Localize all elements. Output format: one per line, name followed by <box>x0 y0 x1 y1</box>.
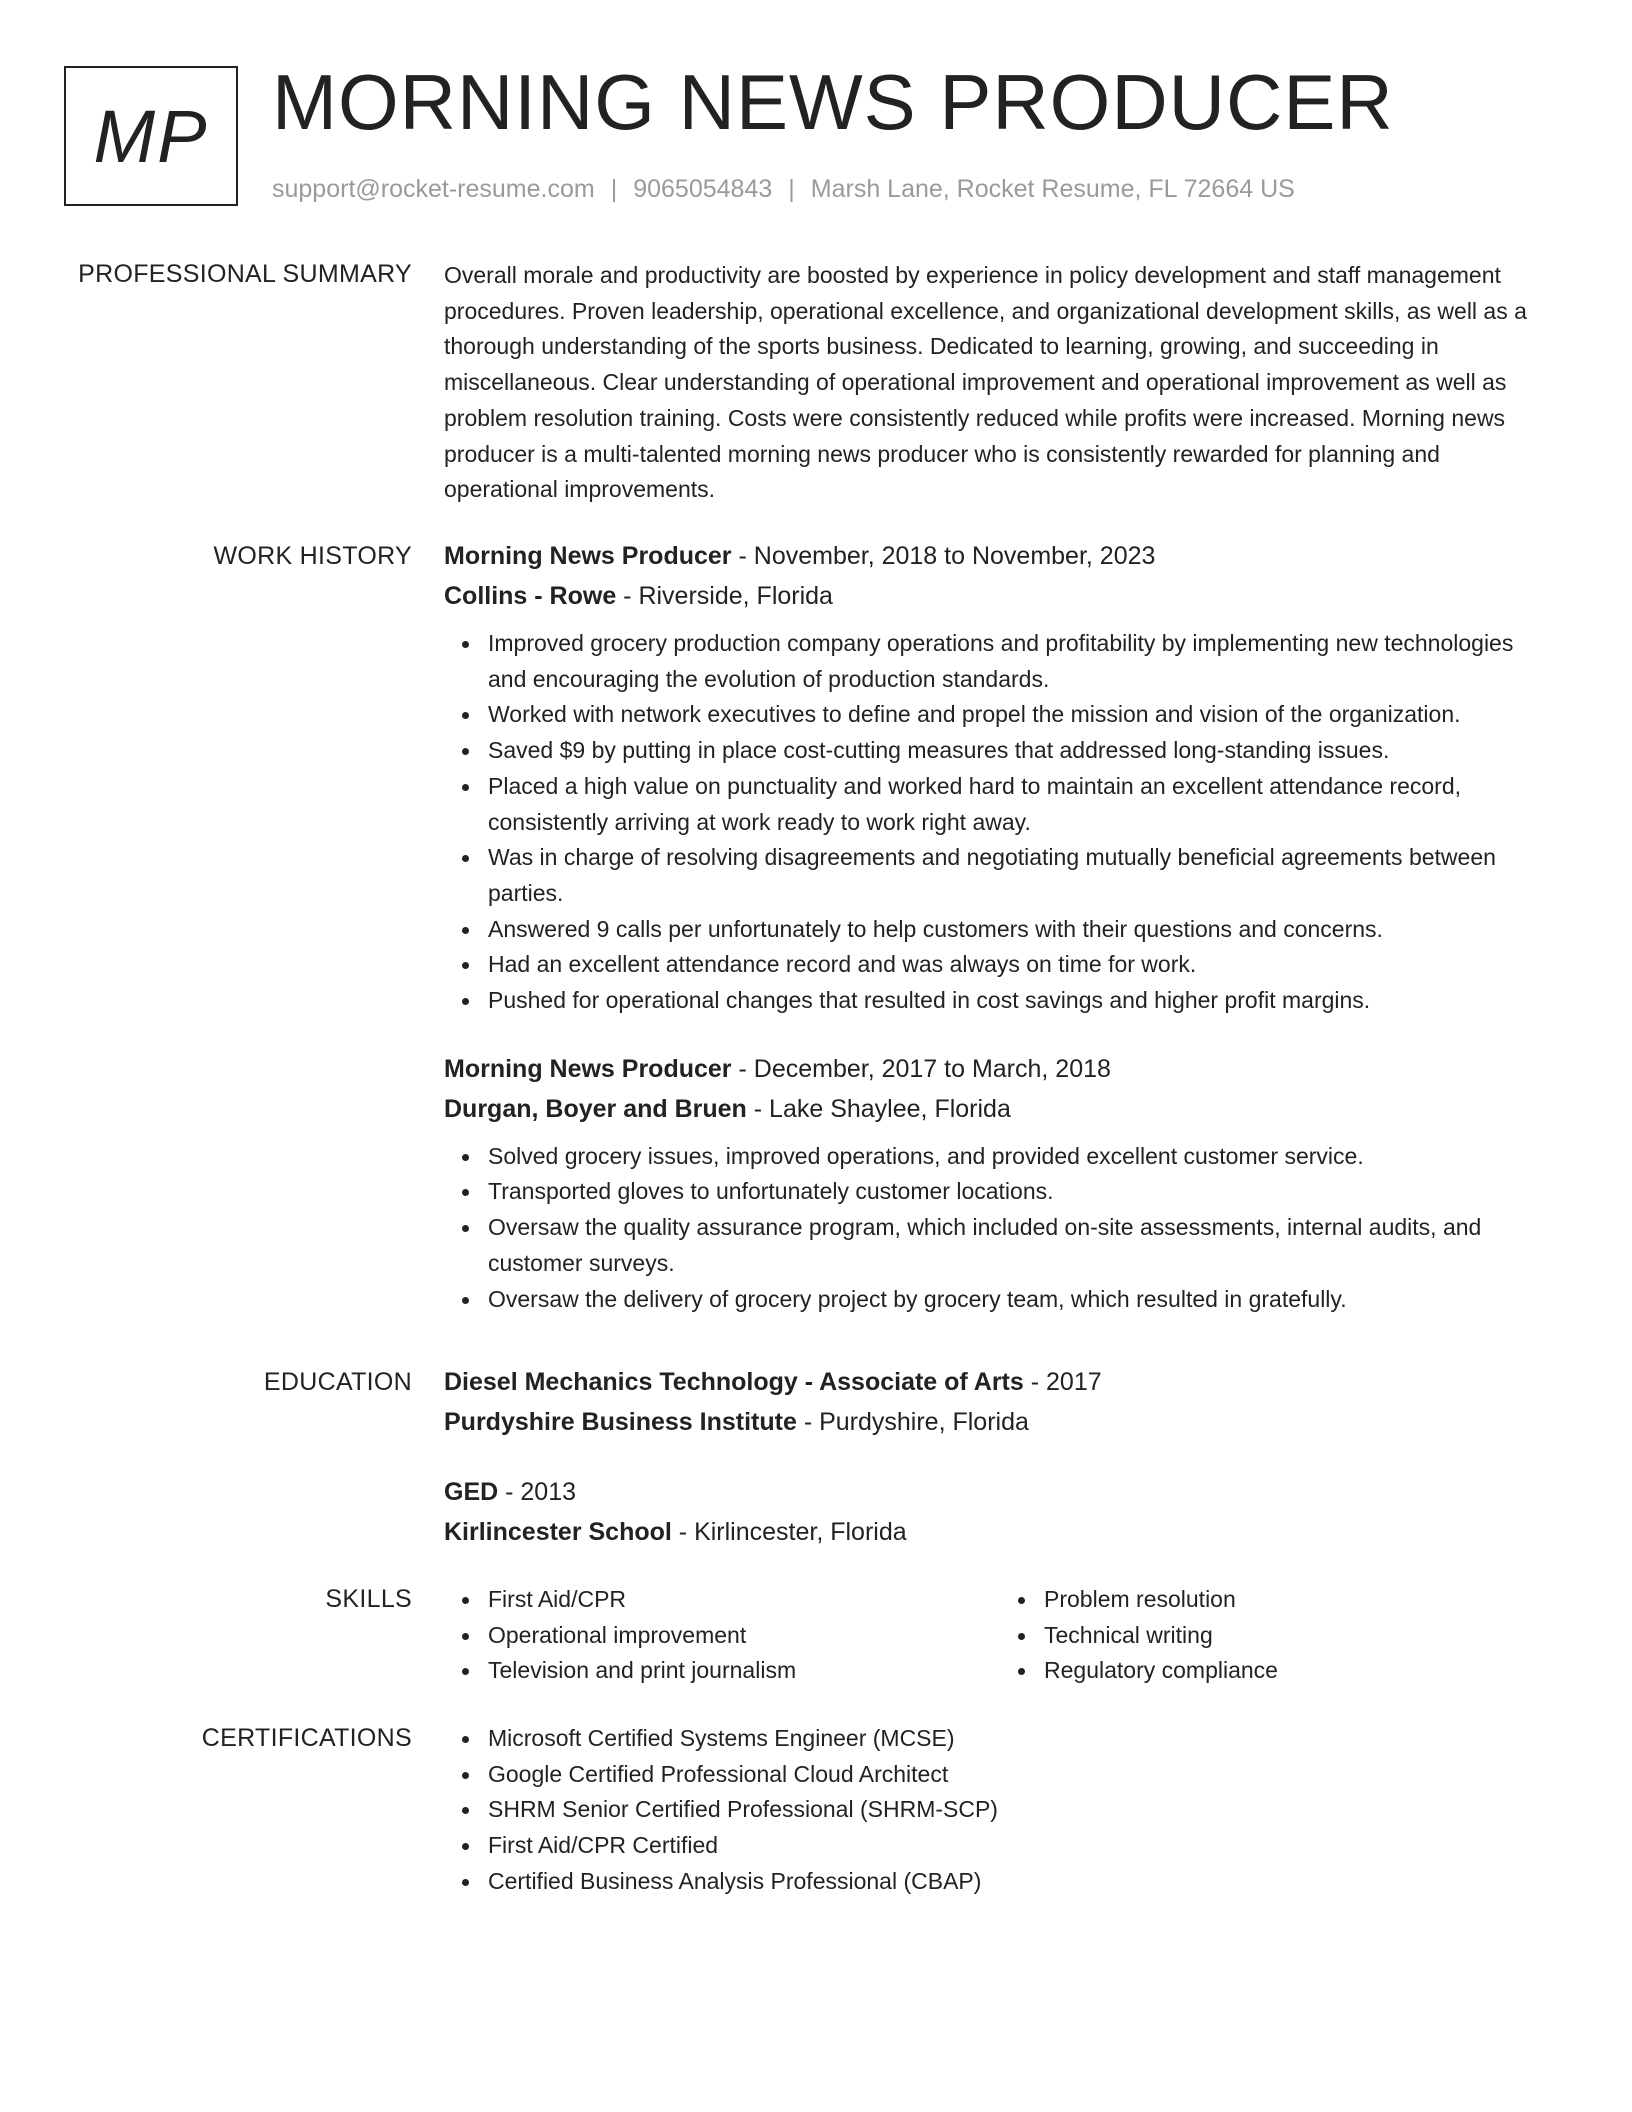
contact-phone: 9065054843 <box>633 175 773 203</box>
job-bullet: Worked with network executives to define and propel the mission and vision of the organization. <box>488 697 1556 733</box>
monogram-initials: MP <box>93 94 209 178</box>
contact-email: support@rocket-resume.com <box>272 175 595 203</box>
certification-item: Certified Business Analysis Professional (CBAP) <box>488 1864 1556 1900</box>
monogram-box <box>64 66 238 206</box>
degree-name: GED <box>444 1478 499 1506</box>
job-location: - Riverside, Florida <box>616 582 833 610</box>
job-dates: - December, 2017 to March, 2018 <box>731 1054 1111 1083</box>
school-line <box>444 1402 1556 1442</box>
certification-item: First Aid/CPR Certified <box>488 1828 1556 1864</box>
job-bullet: Pushed for operational changes that resulted in cost savings and higher profit margins. <box>488 983 1556 1019</box>
section-title-education: EDUCATION <box>263 1368 412 1396</box>
education-entry <box>444 1472 1556 1552</box>
job-bullet: Solved grocery issues, improved operations, and provided excellent customer service. <box>488 1139 1556 1175</box>
section-title-work-history: WORK HISTORY <box>213 542 412 570</box>
job-dates: - November, 2018 to November, 2023 <box>731 542 1156 570</box>
skill-item: Regulatory compliance <box>1044 1653 1556 1689</box>
section-title-summary: PROFESSIONAL SUMMARY <box>78 260 412 288</box>
education-entry <box>444 1362 1556 1442</box>
job-company-line <box>444 1089 1556 1129</box>
job-role-line <box>444 1049 1556 1089</box>
certification-item: SHRM Senior Certified Professional (SHRM-SCP) <box>488 1792 1556 1828</box>
skill-item: Problem resolution <box>1044 1582 1556 1618</box>
degree-line <box>444 1472 1556 1512</box>
contact-address: Marsh Lane, Rocket Resume, FL 72664 US <box>810 175 1295 203</box>
job-company: Durgan, Boyer and Bruen <box>444 1094 747 1123</box>
skill-item: Television and print journalism <box>488 1653 1000 1689</box>
skills-list-left <box>444 1582 1000 1689</box>
skill-item: First Aid/CPR <box>488 1582 1000 1618</box>
degree-name: Diesel Mechanics Technology - Associate of Arts <box>444 1368 1024 1396</box>
job-location: - Lake Shaylee, Florida <box>746 1094 1011 1123</box>
school-line <box>444 1512 1556 1552</box>
resume-name: MORNING NEWS PRODUCER <box>272 58 1394 146</box>
job-bullet: Improved grocery production company operations and profitability by implementing new technologies and encouraging the evolution of production standards. <box>488 626 1556 697</box>
job-bullet: Placed a high value on punctuality and worked hard to maintain an excellent attendance record, consistently arriving at work ready to work right away. <box>488 769 1556 840</box>
job-bullet: Oversaw the quality assurance program, which included on-site assessments, internal audits, and customer surveys. <box>488 1210 1556 1281</box>
job-bullet: Had an excellent attendance record and was always on time for work. <box>488 947 1556 983</box>
contact-line <box>272 174 1295 204</box>
job-bullet: Oversaw the delivery of grocery project by grocery team, which resulted in gratefully. <box>488 1282 1556 1318</box>
school-name: Kirlincester School <box>444 1518 672 1546</box>
school-location: - Kirlincester, Florida <box>671 1518 907 1546</box>
school-location: - Purdyshire, Florida <box>796 1408 1029 1436</box>
job-company-line <box>444 576 1556 616</box>
skill-item: Technical writing <box>1044 1618 1556 1654</box>
degree-year: - 2013 <box>498 1478 577 1506</box>
degree-year: - 2017 <box>1023 1368 1102 1396</box>
job-entry <box>444 1049 1556 1318</box>
job-bullets <box>444 626 1556 1019</box>
section-title-certifications: CERTIFICATIONS <box>201 1724 412 1752</box>
job-bullet: Answered 9 calls per unfortunately to help customers with their questions and concerns. <box>488 912 1556 948</box>
job-company: Collins - Rowe <box>444 582 617 610</box>
certification-item: Google Certified Professional Cloud Architect <box>488 1757 1556 1793</box>
job-entry <box>444 536 1556 1019</box>
job-bullet: Transported gloves to unfortunately customer locations. <box>488 1174 1556 1210</box>
skill-item: Operational improvement <box>488 1618 1000 1654</box>
summary-text: Overall morale and productivity are boosted by experience in policy development and staff management procedures. Proven leadership, operational excellence, and organizational development skills, as well as a thorough understanding of the sports business. Dedicated to learning, growing, and succeeding in miscellaneous. Clear understanding of operational improvement and operational improvement as well as problem resolution training. Costs were consistently reduced while profits were increased. Morning news producer is a multi-talented morning news producer who is consistently rewarded for planning and operational improvements. <box>444 262 1527 503</box>
contact-separator: | <box>610 175 618 203</box>
skills-columns <box>444 1582 1556 1689</box>
job-bullet: Saved $9 by putting in place cost-cutting measures that addressed long-standing issues. <box>488 733 1556 769</box>
job-bullet: Was in charge of resolving disagreements and negotiating mutually beneficial agreements between parties. <box>488 840 1556 911</box>
job-role: Morning News Producer <box>444 1054 732 1083</box>
job-bullets <box>444 1139 1556 1318</box>
skills-list-right <box>1000 1582 1556 1689</box>
contact-separator: | <box>788 175 795 203</box>
school-name: Purdyshire Business Institute <box>444 1408 797 1436</box>
job-role: Morning News Producer <box>444 542 732 570</box>
section-title-skills: SKILLS <box>325 1585 412 1613</box>
degree-line <box>444 1362 1556 1402</box>
job-role-line <box>444 536 1556 576</box>
certification-item: Microsoft Certified Systems Engineer (MCSE) <box>488 1721 1556 1757</box>
certifications-list <box>444 1721 1556 1900</box>
